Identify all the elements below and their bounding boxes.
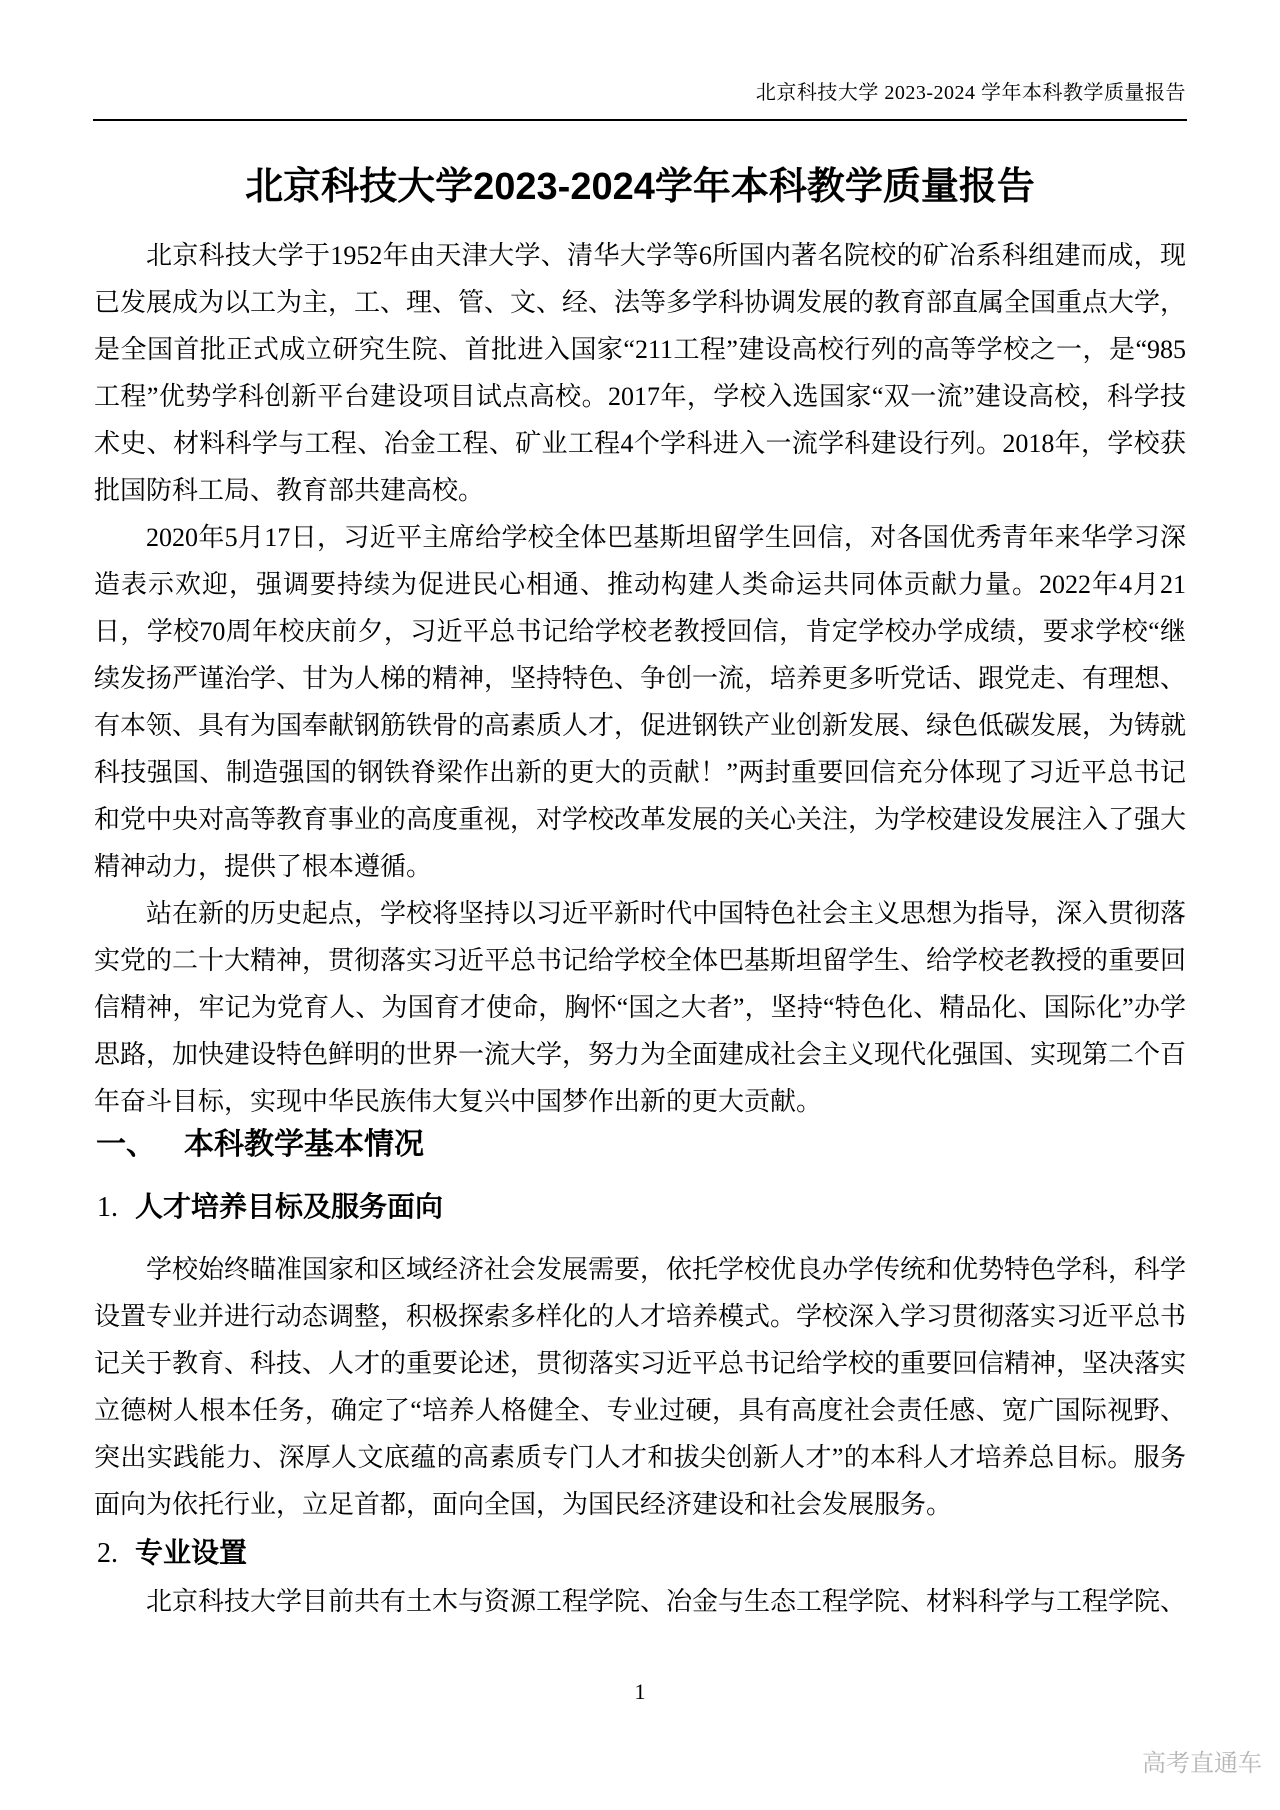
document-title: 北京科技大学2023-2024学年本科教学质量报告 [245, 166, 1035, 208]
subsection-1-heading [97, 1188, 443, 1227]
header-divider [93, 119, 1187, 121]
section-number: 一、 [96, 1128, 156, 1161]
intro-paragraph-3: 站在新的历史起点，学校将坚持以习近平新时代中国特色社会主义思想为指导，深入贯彻落实党的二十大精神，贯彻落实习近平总书记给学校全体巴基斯坦留学生、给学校老教授的重要回信精神，牢记为党育人、为国育才使命，胸怀“国之大者”，坚持“特色化、精品化、国际化”办学思路，加快建设特色鲜明的世界一流大学，努力为全面建成社会主义现代化强国、实现第二个百年奋斗目标，实现中华民族伟大复兴中国梦作出新的更大贡献。 [94, 899, 1187, 1116]
subsection-1-paragraph: 学校始终瞄准国家和区域经济社会发展需要，依托学校优良办学传统和优势特色学科，科学设置专业并进行动态调整，积极探索多样化的人才培养模式。学校深入学习贯彻落实习近平总书记关于教育、科技、人才的重要论述，贯彻落实习近平总书记给学校的重要回信精神，坚决落实立德树人根本任务，确定了“培养人格健全、专业过硬，具有高度社会责任感、宽广国际视野、突出实践能力、深厚人文底蕴的高素质专门人才和拔尖创新人才”的本科人才培养总目标。服务面向为依托行业，立足首都，面向全国，为国民经济建设和社会发展服务。 [94, 1255, 1187, 1519]
section-heading [96, 1124, 424, 1166]
subsection-2-title: 专业设置 [135, 1537, 248, 1568]
intro-paragraph-2: 2020年5月17日，习近平主席给学校全体巴基斯坦留学生回信，对各国优秀青年来华学习深造表示欢迎，强调要持续为促进民心相通、推动构建人类命运共同体贡献力量。2022年4月21日，学校70周年校庆前夕，习近平总书记给学校老教授回信，肯定学校办学成绩，要求学校“继续发扬严谨治学、甘为人梯的精神，坚持特色、争创一流，培养更多听党话、跟党走、有理想、有本领、具有为国奉献钢筋铁骨的高素质人才，促进钢铁产业创新发展、绿色低碳发展，为铸就科技强国、制造强国的钢铁脊梁作出新的更大的贡献！”两封重要回信充分体现了习近平总书记和党中央对高等教育事业的高度重视，对学校改革发展的关心关注，为学校建设发展注入了强大精神动力，提供了根本遵循。 [94, 523, 1187, 881]
subsection-1-title: 人才培养目标及服务面向 [135, 1191, 444, 1222]
subsection-2-paragraph: 北京科技大学目前共有土木与资源工程学院、冶金与生态工程学院、材料科学与工程学院、 [146, 1587, 1187, 1616]
subsection-1-number: 1. [97, 1192, 118, 1223]
running-header: 北京科技大学 2023-2024 学年本科教学质量报告 [755, 82, 1186, 104]
subsection-2-heading [97, 1534, 247, 1573]
intro-paragraph-1: 北京科技大学于1952年由天津大学、清华大学等6所国内著名院校的矿冶系科组建而成，现已发展成为以工为主，工、理、管、文、经、法等多学科协调发展的教育部直属全国重点大学，是全国首批正式成立研究生院、首批进入国家“211工程”建设高校行列的高等学校之一，是“985工程”优势学科创新平台建设项目试点高校。2017年，学校入选国家“双一流”建设高校，科学技术史、材料科学与工程、冶金工程、矿业工程4个学科进入一流学科建设行列。2018年，学校获批国防科工局、教育部共建高校。 [94, 241, 1187, 505]
subsection-2-number: 2. [97, 1538, 118, 1569]
watermark: 高考直通车 [1142, 1750, 1262, 1777]
section-title: 本科教学基本情况 [184, 1128, 424, 1161]
page-number: 1 [634, 1679, 646, 1704]
